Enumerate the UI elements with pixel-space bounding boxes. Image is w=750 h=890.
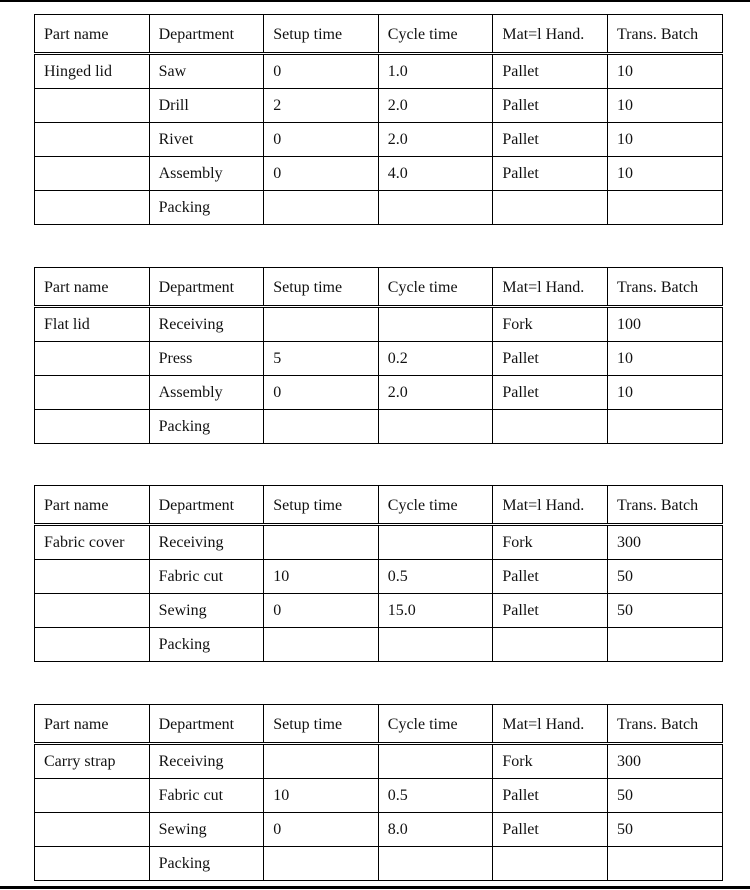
table-row	[35, 410, 723, 444]
cell-cycle-time: 2.0	[378, 89, 493, 123]
cell-cycle-time: 8.0	[378, 813, 493, 847]
header-transfer-batch: Trans. Batch	[607, 15, 722, 54]
table-row	[35, 847, 723, 881]
cell-department: Packing	[149, 628, 264, 662]
cell-transfer-batch: 50	[607, 560, 722, 594]
cell-material-handling: Pallet	[493, 813, 608, 847]
header-department: Department	[149, 486, 264, 525]
cell-part-name	[35, 813, 150, 847]
table-row	[35, 594, 723, 628]
cell-department: Rivet	[149, 123, 264, 157]
flat-lid-table	[34, 267, 723, 444]
cell-transfer-batch	[607, 191, 722, 225]
header-row	[35, 705, 723, 744]
cell-cycle-time	[378, 847, 493, 881]
header-part-name: Part name	[35, 486, 150, 525]
cell-part-name: Flat lid	[35, 307, 150, 342]
cell-part-name: Fabric cover	[35, 525, 150, 560]
cell-material-handling: Fork	[493, 307, 608, 342]
header-cycle-time: Cycle time	[378, 705, 493, 744]
cell-transfer-batch	[607, 410, 722, 444]
cell-department: Packing	[149, 410, 264, 444]
cell-transfer-batch: 50	[607, 813, 722, 847]
header-transfer-batch: Trans. Batch	[607, 268, 722, 307]
header-cycle-time: Cycle time	[378, 268, 493, 307]
cell-cycle-time	[378, 628, 493, 662]
cell-transfer-batch: 10	[607, 376, 722, 410]
cell-transfer-batch	[607, 847, 722, 881]
header-part-name: Part name	[35, 268, 150, 307]
cell-setup-time	[264, 191, 379, 225]
header-material-handling: Mat=l Hand.	[493, 15, 608, 54]
table-row	[35, 560, 723, 594]
cell-cycle-time	[378, 410, 493, 444]
cell-department: Packing	[149, 191, 264, 225]
cell-part-name	[35, 376, 150, 410]
hinged-lid-table	[34, 14, 723, 225]
cell-department: Sewing	[149, 813, 264, 847]
header-material-handling: Mat=l Hand.	[493, 705, 608, 744]
table-row	[35, 307, 723, 342]
cell-material-handling: Pallet	[493, 54, 608, 89]
header-department: Department	[149, 268, 264, 307]
cell-material-handling: Pallet	[493, 123, 608, 157]
header-transfer-batch: Trans. Batch	[607, 705, 722, 744]
table-row	[35, 123, 723, 157]
top-rule	[0, 0, 750, 2]
cell-part-name	[35, 123, 150, 157]
cell-transfer-batch: 300	[607, 525, 722, 560]
cell-setup-time	[264, 410, 379, 444]
cell-cycle-time: 1.0	[378, 54, 493, 89]
cell-department: Receiving	[149, 744, 264, 779]
cell-department: Fabric cut	[149, 779, 264, 813]
cell-cycle-time: 2.0	[378, 123, 493, 157]
table-row	[35, 89, 723, 123]
cell-department: Fabric cut	[149, 560, 264, 594]
cell-department: Receiving	[149, 525, 264, 560]
cell-part-name	[35, 847, 150, 881]
cell-cycle-time	[378, 307, 493, 342]
cell-part-name	[35, 560, 150, 594]
cell-setup-time: 0	[264, 54, 379, 89]
cell-transfer-batch: 10	[607, 89, 722, 123]
cell-department: Saw	[149, 54, 264, 89]
cell-cycle-time: 0.5	[378, 779, 493, 813]
cell-setup-time	[264, 525, 379, 560]
table-row	[35, 779, 723, 813]
cell-setup-time	[264, 847, 379, 881]
bottom-rule	[0, 886, 750, 889]
cell-setup-time: 0	[264, 376, 379, 410]
cell-cycle-time: 0.2	[378, 342, 493, 376]
cell-department: Assembly	[149, 376, 264, 410]
cell-setup-time: 10	[264, 779, 379, 813]
cell-transfer-batch: 10	[607, 342, 722, 376]
cell-setup-time	[264, 628, 379, 662]
cell-transfer-batch: 10	[607, 123, 722, 157]
header-material-handling: Mat=l Hand.	[493, 486, 608, 525]
cell-setup-time	[264, 307, 379, 342]
cell-transfer-batch: 100	[607, 307, 722, 342]
cell-transfer-batch: 10	[607, 54, 722, 89]
cell-department: Drill	[149, 89, 264, 123]
table-row	[35, 376, 723, 410]
fabric-cover-table	[34, 485, 723, 662]
cell-part-name: Carry strap	[35, 744, 150, 779]
cell-part-name: Hinged lid	[35, 54, 150, 89]
cell-setup-time: 0	[264, 594, 379, 628]
table-row	[35, 54, 723, 89]
cell-cycle-time: 4.0	[378, 157, 493, 191]
cell-transfer-batch	[607, 628, 722, 662]
cell-material-handling	[493, 191, 608, 225]
header-setup-time: Setup time	[264, 486, 379, 525]
cell-material-handling: Pallet	[493, 157, 608, 191]
cell-transfer-batch: 50	[607, 594, 722, 628]
cell-part-name	[35, 410, 150, 444]
carry-strap-table	[34, 704, 723, 881]
header-row	[35, 15, 723, 54]
cell-department: Receiving	[149, 307, 264, 342]
cell-part-name	[35, 594, 150, 628]
table-row	[35, 525, 723, 560]
cell-part-name	[35, 342, 150, 376]
header-material-handling: Mat=l Hand.	[493, 268, 608, 307]
cell-department: Press	[149, 342, 264, 376]
cell-part-name	[35, 191, 150, 225]
cell-part-name	[35, 779, 150, 813]
table-row	[35, 342, 723, 376]
cell-setup-time	[264, 744, 379, 779]
cell-department: Assembly	[149, 157, 264, 191]
table-row	[35, 744, 723, 779]
cell-transfer-batch: 50	[607, 779, 722, 813]
cell-part-name	[35, 628, 150, 662]
table-row	[35, 157, 723, 191]
cell-part-name	[35, 157, 150, 191]
header-cycle-time: Cycle time	[378, 486, 493, 525]
header-row	[35, 486, 723, 525]
table-row	[35, 628, 723, 662]
cell-cycle-time: 15.0	[378, 594, 493, 628]
cell-setup-time: 2	[264, 89, 379, 123]
header-transfer-batch: Trans. Batch	[607, 486, 722, 525]
header-setup-time: Setup time	[264, 705, 379, 744]
cell-material-handling: Pallet	[493, 89, 608, 123]
header-row	[35, 268, 723, 307]
cell-material-handling	[493, 628, 608, 662]
header-setup-time: Setup time	[264, 15, 379, 54]
header-setup-time: Setup time	[264, 268, 379, 307]
cell-material-handling: Pallet	[493, 560, 608, 594]
cell-material-handling: Pallet	[493, 779, 608, 813]
cell-material-handling: Pallet	[493, 342, 608, 376]
cell-cycle-time	[378, 744, 493, 779]
cell-part-name	[35, 89, 150, 123]
cell-setup-time: 5	[264, 342, 379, 376]
cell-material-handling	[493, 847, 608, 881]
cell-setup-time: 0	[264, 157, 379, 191]
cell-department: Sewing	[149, 594, 264, 628]
cell-material-handling: Pallet	[493, 594, 608, 628]
cell-material-handling: Fork	[493, 525, 608, 560]
cell-cycle-time: 0.5	[378, 560, 493, 594]
header-part-name: Part name	[35, 15, 150, 54]
header-department: Department	[149, 705, 264, 744]
header-part-name: Part name	[35, 705, 150, 744]
cell-setup-time: 10	[264, 560, 379, 594]
table-row	[35, 813, 723, 847]
cell-setup-time: 0	[264, 813, 379, 847]
cell-material-handling: Pallet	[493, 376, 608, 410]
header-cycle-time: Cycle time	[378, 15, 493, 54]
cell-setup-time: 0	[264, 123, 379, 157]
table-row	[35, 191, 723, 225]
cell-material-handling	[493, 410, 608, 444]
header-department: Department	[149, 15, 264, 54]
cell-department: Packing	[149, 847, 264, 881]
cell-cycle-time: 2.0	[378, 376, 493, 410]
cell-cycle-time	[378, 525, 493, 560]
cell-transfer-batch: 10	[607, 157, 722, 191]
cell-cycle-time	[378, 191, 493, 225]
cell-material-handling: Fork	[493, 744, 608, 779]
cell-transfer-batch: 300	[607, 744, 722, 779]
